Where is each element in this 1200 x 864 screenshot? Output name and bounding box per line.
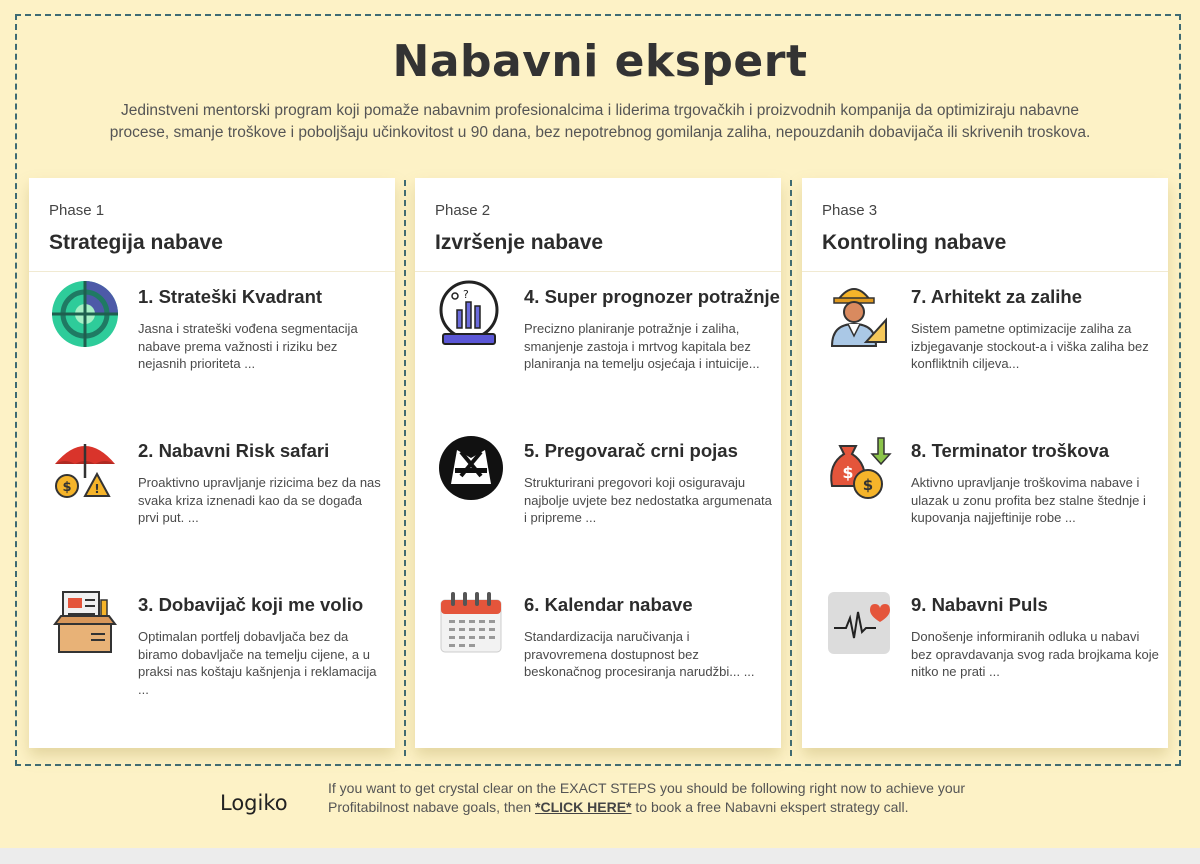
footer-cta (328, 779, 1028, 817)
phase-card-3 (802, 178, 1168, 748)
column-divider (404, 180, 406, 756)
phase-name: Izvršenje nabave (435, 231, 604, 254)
module-title: 5. Pregovarač crni pojas (524, 440, 738, 461)
umbrella-risk-icon (51, 434, 119, 502)
money-bag-down-icon (824, 434, 892, 502)
crystal-ball-chart-icon (437, 280, 505, 348)
module-item[interactable] (415, 280, 781, 420)
module-description: Sistem pametne optimizacije zaliha za izbjegavanje stockout-a i viška zaliha bez konfliktnih ciljeva... (911, 321, 1149, 371)
svg-text:?: ? (463, 288, 469, 301)
target-quadrant-icon (51, 280, 119, 348)
phase-header (29, 178, 395, 272)
cta-text-after: to book a free Nabavni ekspert strategy call. (631, 799, 909, 815)
architect-worker-icon (824, 280, 892, 348)
module-description: Aktivno upravljanje troškovima nabave i ulazak u zonu profita bez stalne štednje i kupovanja najjeftinije robe ... (911, 475, 1146, 525)
svg-text:$: $ (862, 476, 874, 494)
svg-text:!: ! (94, 482, 100, 496)
module-title: 7. Arhitekt za zalihe (911, 286, 1083, 307)
module-item[interactable] (29, 588, 395, 728)
module-title: 3. Dobavijač koji me volio (138, 594, 364, 615)
module-item[interactable] (802, 588, 1168, 728)
column-divider (790, 180, 792, 756)
module-title: 6. Kalendar nabave (524, 594, 693, 615)
page-subtitle: Jedinstveni mentorski program koji pomaže nabavnim profesionalcima i liderima trgovačkih i proizvodnih kompanija da optimiziraju nabavne procese, smanje troškove i poboljšaju učinkovitost u 90 dana, bez nepotrebnog gomilanja zaliha, nepouzdanih dobavijača ili skrivenih troskova. (109, 102, 1091, 141)
module-item[interactable] (29, 434, 395, 574)
module-description: Donošenje informiranih odluka u nabavi bez opravdavanja svog rada brojkama koje nitko ne prati ... (911, 629, 1159, 679)
phase-header (802, 178, 1168, 272)
phase-label: Phase 2 (435, 202, 491, 219)
module-description: Optimalan portfelj dobavljača bez da biramo dobavljače na temelju cijene, a u praksi nas koštaju kašnjenja i reklamacija ... (138, 629, 377, 697)
svg-text:$: $ (842, 463, 854, 482)
phase-card-1 (29, 178, 395, 748)
phase-card-2 (415, 178, 781, 748)
bottom-strip (0, 848, 1200, 864)
phase-name: Strategija nabave (49, 231, 223, 254)
module-title: 2. Nabavni Risk safari (138, 440, 330, 461)
module-title: 8. Terminator troškova (911, 440, 1110, 461)
module-title: 4. Super prognozer potražnje (524, 286, 780, 307)
module-item[interactable] (802, 434, 1168, 574)
heart-pulse-icon (824, 588, 892, 656)
cta-text-before: If you want to get crystal clear on the EXACT STEPS you should be following right now to achieve your Profitabilnost nabave goals, then (328, 780, 966, 815)
module-item[interactable] (29, 280, 395, 420)
page-title: Nabavni ekspert (392, 36, 808, 87)
module-description: Standardizacija naručivanja i pravovremena dostupnost bez beskonačnog procesiranja narudžbi... ... (524, 629, 755, 679)
module-title: 9. Nabavni Puls (911, 594, 1048, 615)
black-belt-kimono-icon (437, 434, 505, 502)
supplier-box-icon (51, 588, 119, 656)
phase-header (415, 178, 781, 272)
phase-label: Phase 1 (49, 202, 105, 219)
logo: Logiko (220, 791, 288, 815)
phase-name: Kontroling nabave (822, 231, 1007, 254)
module-title: 1. Strateški Kvadrant (138, 286, 323, 307)
module-description: Jasna i strateški vođena segmentacija nabave prema važnosti i riziku bez nejasnih prioriteta ... (138, 321, 358, 371)
calendar-icon (437, 588, 505, 656)
module-description: Proaktivno upravljanje rizicima bez da nas svaka kriza iznenadi kao da se događa prvi put. ... (138, 475, 381, 525)
svg-text:$: $ (62, 480, 72, 495)
click-here-link[interactable]: *CLICK HERE* (535, 799, 632, 815)
phase-label: Phase 3 (822, 202, 878, 219)
module-description: Precizno planiranje potražnje i zaliha, smanjenje zastoja i mrtvog kapitala bez planiranja na temelju osjećaja i intuicije... (524, 321, 760, 371)
module-item[interactable] (415, 434, 781, 574)
module-item[interactable] (415, 588, 781, 728)
module-item[interactable] (802, 280, 1168, 420)
module-description: Strukturirani pregovori koji osiguravaju najbolje uvjete bez nedostatka argumenata i pripreme ... (524, 475, 772, 525)
